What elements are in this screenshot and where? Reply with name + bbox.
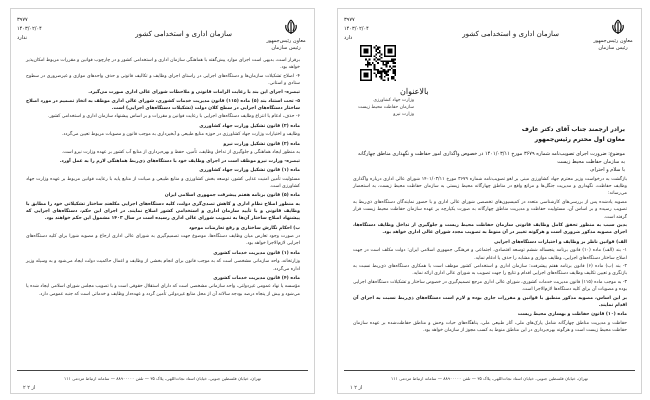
addressee-name: برادر ارجمند جناب آقای دکتر عارف — [521, 126, 625, 133]
body-paragraph: در صورت وجود تعارض میان وظایف دستگاه‌ها، موضوع جهت تصمیم‌گیری به شورای عالی اداری ارجاع و مصوبه شورا برای کلیه دستگاه‌های اجرایی لازم‌الاجرا خواهد بود. — [26, 234, 300, 247]
attachment-label: بالاعنوان — [400, 87, 429, 96]
body-paragraph: ۳- به موجب ماده (۱۱۵) قانون مدیریت خدمات کشوری، شورای عالی اداری مرجع تصمیم‌گیری در خصوص ساختار و تشکیلات دستگاه‌های اجرایی بوده و مصوبات آن برای کلیه دستگاه‌ها لازم‌الاجرا است. — [353, 280, 627, 293]
letter-date: ۱۴۰۳/۰۲/۰۴ — [17, 26, 42, 32]
letter-annex: دارد — [344, 35, 353, 41]
body-paragraph: به منظور ایجاد هماهنگی و جلوگیری از تداخل وظایف، تأمین، حفظ و بهره‌برداری از منابع آب کشور بر عهده وزارت نیرو است. — [61, 150, 300, 156]
section-heading: الف) قوانین ناظر بر وظایف و اختیارات دستگاه‌های اجرایی — [494, 239, 627, 245]
footer-address: تهران، خیابان فلسطین جنوبی، خیابان استاد نجات‌اللهی، پلاک ۳۵ — تلفن ۸۸۹۰۰۰۰۰ — سامانه ارتباط مردمی ۱۱۱ — [64, 376, 261, 381]
body-paragraph: مصوبه یادشده پس از بررسی‌های کارشناسی متعدد در کمیسیون‌های تخصصی شورای عالی اداری و با حضور نمایندگان دستگاه‌های ذی‌ربط به تصویب رسیده و بر اساس آن، مسئولیت حفاظت و مدیریت مناطق چهارگانه به صورت یکپارچه بر عهده سازمان حفاظت محیط زیست قرار گرفته است. — [353, 200, 627, 220]
page-number: ۲ از ۲ — [23, 385, 36, 391]
body-paragraph: بازگشت به درخواست وزیر محترم جهاد کشاورزی مبنی بر لغو تصویب‌نامه شماره ۳۶۷۹ مورخ ۱۴۰۱/۰۳/۱۱ شورای عالی اداری درباره واگذاری وظایف حفاظت، نگهداری و مدیریت جنگل‌ها و مراتع واقع در مناطق چهارگانه محیط زیستی به سازمان حفاظت محیط زیست، به استحضار می‌رساند: — [353, 177, 627, 197]
section-heading: ماده (۴) قانون مدیریت خدمات کشوری — [213, 275, 300, 281]
body-paragraph: ۴- اصلاح تشکیلات سازمان‌ها و دستگاه‌های اجرایی در راستای اجرای وظایف و تکالیف قانونی و حذف واحدهای موازی و غیرضروری در سطوح ستادی و استانی. — [26, 73, 300, 87]
recipients-list — [350, 97, 414, 118]
document-page-2 — [10, 8, 315, 394]
section-heading: ماده (۱۰) قانون حفاظت و بهسازی محیط زیست — [517, 312, 627, 318]
recipient: سازمان حفاظت محیط زیست — [358, 105, 414, 110]
body-paragraph: بر این اساس، مصوبه مذکور منطبق با قوانین و مقررات جاری بوده و لازم است دستگاه‌های ذی‌ربط نسبت به اجرای آن اقدام نمایند. — [353, 296, 627, 309]
letter-number: ۳۹۷۷ — [17, 17, 28, 23]
letter-annex: ندارد — [17, 35, 28, 41]
letter-date: ۱۴۰۳/۰۲/۰۴ — [344, 26, 369, 32]
recipient: وزارت نیرو — [393, 112, 414, 117]
org-main-title: سازمان اداری و استخدامی کشور — [462, 30, 559, 38]
org-small-title: معاون رئیس‌جمهور رئیس سازمان — [266, 38, 306, 51]
footer-address: تهران، خیابان فلسطین جنوبی، خیابان استاد نجات‌اللهی، پلاک ۳۵ — تلفن ۸۸۹۰۰۰۰۰ — سامانه ارتباط مردمی ۱۱۱ — [391, 376, 588, 381]
body-paragraph: وظایف و اختیارات وزارت جهاد کشاورزی در حوزه منابع طبیعی و آبخیزداری به موجب قانون و مصوبات مربوط تعیین می‌گردد. — [61, 132, 300, 138]
org-main-title: سازمان اداری و استخدامی کشور — [135, 30, 232, 38]
qr-code — [360, 45, 396, 81]
footer-divider — [17, 370, 308, 371]
footer-divider — [344, 370, 635, 371]
letter-subject: موضوع: ضرورت اجرای تصویب‌نامه شماره ۳۶۷۹ مورخ ۱۴۰۱/۰۳/۱۱ در خصوص واگذاری امور حفاظت و نگهداری مناطق چهارگانه به سازمان حفاظت محیط زیست — [357, 151, 625, 165]
body-paragraph: ۶- حذف، ادغام یا انتزاع وظایف دستگاه‌های اجرایی با رعایت قوانین و مقررات و بر اساس پیشنهاد سازمان اداری و استخدامی کشور. — [48, 114, 300, 120]
section-heading: ماده (۱) قانون مدیریت خدمات کشوری — [213, 250, 300, 256]
letter-meta — [344, 16, 388, 43]
body-paragraph: ۱- بند (الف) ماده (۱۰) قانون برنامه پنجساله ششم توسعه اقتصادی، اجتماعی و فرهنگی جمهوری اسلامی ایران: دولت مکلف است در جهت اصلاح ساختار دستگاه‌های اجرایی، وظایف موازی و مشابه را حذف یا ادغام نماید. — [353, 248, 627, 261]
letter-body — [353, 176, 627, 336]
section-heading: ماده (۲) قانون تشکیل وزارت نیرو — [223, 141, 300, 147]
greeting: با سلام و احترام، — [589, 167, 625, 173]
body-paragraph: حفاظت و مدیریت مناطق چهارگانه شامل پارک‌های ملی، آثار طبیعی ملی، پناهگاه‌های حیات وحش و مناطق حفاظت‌شده بر عهده سازمان حفاظت محیط زیست است و هرگونه بهره‌برداری در این مناطق منوط به کسب مجوز از سازمان خواهد بود. — [353, 321, 627, 334]
body-paragraph: ۲- بند (ب) ماده (۶) قانون برنامه هفتم پیشرفت: سازمان اداری و استخدامی کشور موظف است با همکاری دستگاه‌های ذی‌ربط نسبت به بازنگری و تعیین تکلیف وظایف دستگاه‌های اجرایی اقدام و نتایج را جهت تصویب به شورای عالی اداری ارائه نماید. — [353, 264, 628, 277]
section-heading: ب) احکام نگارش ساختاری و رفع تعارضات موجود — [188, 225, 300, 231]
section-heading: ماده (۱) قانون تشکیل وزارت جهاد کشاورزی — [199, 168, 300, 174]
body-paragraph: بدین سبب به منظور تحقق کامل وظایف قانونی سازمان حفاظت محیط زیست و جلوگیری از تداخل وظایف دستگاه‌ها، اجرای مصوبه مذکور ضروری است و هرگونه تغییر در آن منوط به تصویب مجدد شورای عالی اداری خواهد بود. — [353, 223, 627, 236]
body-paragraph: وزارتخانه، واحد سازمانی مشخصی است که به موجب قانون برای انجام بخشی از وظایف و اعمال حاکمیت دولت ایجاد می‌شود و به وسیله وزیر اداره می‌گردد. — [26, 259, 300, 272]
body-paragraph: برقرار است، بدیهی است اجرای موارد پیش‌گفته با هماهنگی سازمان اداری و استخدامی کشور و در چارچوب قوانین و مقررات مربوط امکان‌پذیر خواهد بود. — [26, 58, 300, 71]
body-paragraph: تبصره- اجرای این بند با رعایت الزامات قانونی و ملاحظات شورای عالی اداری صورت می‌گیرد. — [88, 89, 300, 95]
letter-body — [26, 57, 300, 299]
body-paragraph: مسئولیت تأمین امنیت غذایی کشور، توسعه بخش کشاورزی و منابع طبیعی و صیانت از منابع پایه با رعایت قوانین مربوط بر عهده وزارت جهاد کشاورزی است. — [26, 176, 300, 190]
addressee — [522, 125, 625, 145]
letter-meta — [17, 16, 61, 43]
section-heading: ماده (۵) قانون برنامه هفتم پیشرفت جمهوری اسلامی ایران — [164, 193, 300, 199]
body-paragraph: به منظور اصلاح نظام اداری و کاهش تصدی‌گری دولت، کلیه دستگاه‌های اجرایی مکلفند ساختار تشکیلاتی خود را مطابق با وظایف قانونی و با تأیید سازمان اداری و استخدامی کشور اصلاح نمایند. در اجرای این حکم، دستگاه‌های اجرایی که پیشنهاد اصلاح ساختار آن‌ها به تصویب شورای عالی اداری رسیده است در سال ۱۴۰۳ مشمول این حکم خواهند بود. — [26, 201, 300, 222]
iran-emblem-icon — [282, 19, 300, 35]
page-number: ۱ از ۲ — [350, 385, 363, 391]
recipient: وزارت جهاد کشاورزی — [373, 98, 414, 103]
iran-emblem-icon — [609, 19, 627, 35]
org-small-title: معاون رئیس‌جمهور رئیس سازمان — [593, 38, 633, 51]
body-paragraph: ۵- تحت استناد بند (۵) ماده (۱۱۵) قانون مدیریت خدمات کشوری، شورای عالی اداری موظف به اتخاذ تصمیم در مورد اصلاح ساختار دستگاه‌های اجرایی در سطح کلان دولت (تشکیلات دستگاه‌های اجرایی) است. — [26, 98, 300, 111]
letter-number: ۳۹۷۷ — [344, 17, 355, 23]
document-page-1 — [337, 8, 642, 394]
addressee-title: معاون اول محترم رئیس‌جمهور — [534, 136, 625, 143]
section-heading: ماده (۲) قانون تشکیل وزارت جهاد کشاورزی — [199, 123, 300, 129]
body-paragraph: تبصره- وزارت نیرو موظف است در اجرای وظایف خود با دستگاه‌های ذی‌ربط هماهنگی لازم را به عمل آورد. — [59, 158, 300, 164]
body-paragraph: مؤسسه یا نهاد عمومی غیردولتی، واحد سازمانی مشخصی است که دارای استقلال حقوقی است و با تصویب مجلس شورای اسلامی ایجاد شده یا می‌شود و بیش از پنجاه درصد بودجه سالانه آن از محل منابع غیردولتی تأمین گردد و عهده‌دار وظایف و خدماتی است که جنبه عمومی دارد. — [26, 284, 300, 297]
